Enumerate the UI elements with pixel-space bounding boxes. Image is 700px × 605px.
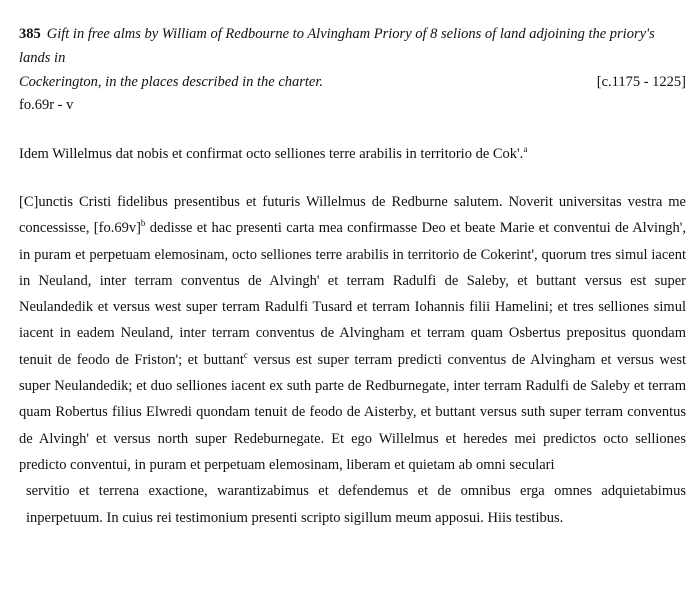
entry-date: [c.1175 - 1225]: [596, 74, 686, 90]
entry-title-line2: Cockerington, in the places described in the charter.: [19, 74, 324, 90]
charter-text-tail: servitio et terrena exactione, warantizabimus et defendemus et de omnibus erga omnes adquietabimus inperpetuum. In cuius rei testimonium presenti scripto sigillum meum apposui. Hiis testibus.: [26, 483, 686, 526]
charter-text-part2: dedisse et hac presenti carta mea confirmasse Deo et beate Marie et conventui de Alvingh', in puram et perpetuam elemosinam, octo selliones terre arabilis in territorio de Cokerint', quorum tres simul iacent in Neuland, inter terram conventus de Alvingh' et terram Radulfi de Saleby, et buttant versus est super Neulandedik et versus west super terram Radulfi Tusard et terram Iohannis filii Hamelini; et tres selliones simul iacent in eadem Neuland, inter terram conventus de Alvingham et terram quam Osbertus prepositus quondam tenuit de feodo de Friston'; et buttant: [19, 220, 686, 368]
summary-text: Idem Willelmus dat nobis et confirmat octo selliones terre arabilis in territorio de Cok'.: [19, 146, 524, 162]
summary-paragraph: [19, 143, 686, 165]
folio-reference: fo.69r - v: [19, 97, 74, 113]
footnote-marker-b: b: [140, 218, 146, 229]
entry-heading: [19, 22, 686, 70]
charter-text: [19, 189, 686, 478]
entry-number: 385: [19, 26, 41, 42]
footnote-marker-a: a: [523, 144, 528, 155]
entry-title-line1: Gift in free alms by William of Redbourne to Alvingham Priory of 8 selions of land adjoining the priory's lands in: [19, 26, 655, 66]
footnote-marker-c: c: [243, 349, 248, 360]
charter-text-part3: versus est super terram predicti conventus de Alvingham et versus west super Neulandedik; et duo selliones iacent ex suth parte de Redburnegate, inter terram Radulfi de Saleby et terram quam Robertus filius Elwredi quondam tenuit de feodo de Aisterby, et buttant versus suth super terram conventus de Alvingh' et versus north super Redeburnegate. Et ego Willelmus et heredes mei predictos octo selliones predicto conventui, in puram et perpetuam elemosinam, liberam et quietam ab omni seculari: [19, 351, 686, 473]
charter-text-part1: [C]unctis Cristi fidelibus presentibus et futuris Willelmus de Redburne salutem. Noverit universitas vestra me concessisse, [fo.69v]: [19, 194, 686, 237]
document-page: [19, 22, 686, 531]
entry-heading-line2: [19, 70, 686, 94]
